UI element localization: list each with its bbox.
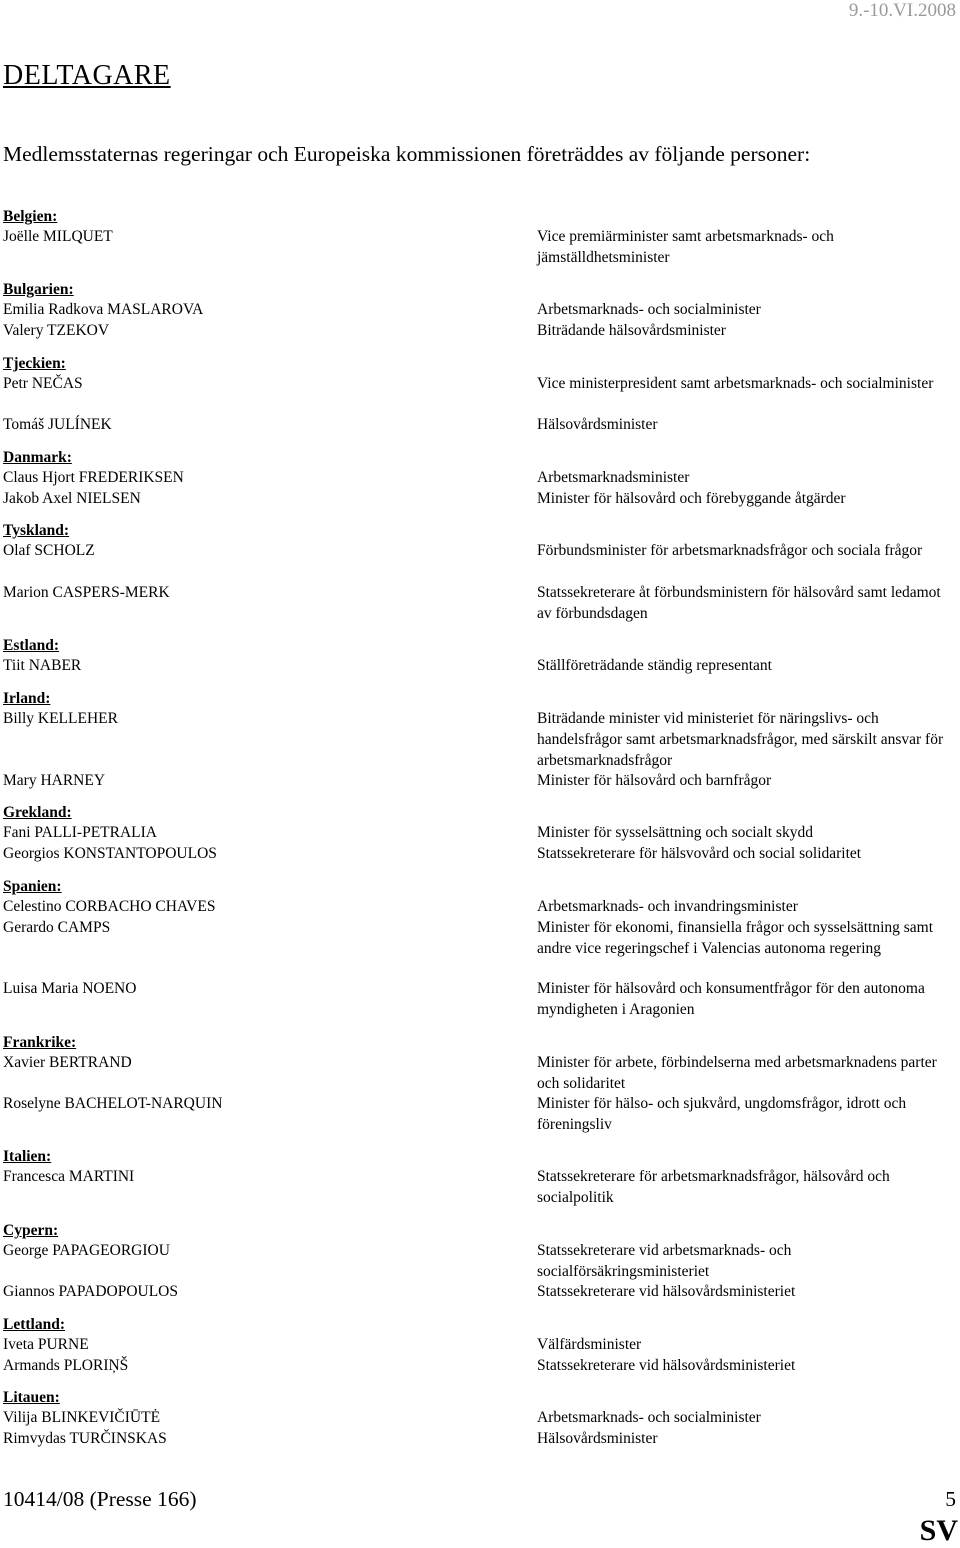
person-role: Vice premiärminister samt arbetsmarknads- och jämställdhetsminister <box>537 228 834 266</box>
person-role: Minister för hälsovård och barnfrågor <box>537 772 772 789</box>
person-role: Arbetsmarknads- och invandringsminister <box>537 898 798 915</box>
person-role: Arbetsmarknadsminister <box>537 469 690 486</box>
person-role: Statssekreterare vid hälsovårdsministeriet <box>537 1283 796 1300</box>
person-name: Mary HARNEY <box>3 772 106 789</box>
person-role: Statssekreterare åt förbundsministern för hälsovård samt ledamot av förbundsdagen <box>537 584 941 622</box>
person-name: Celestino CORBACHO CHAVES <box>3 898 216 915</box>
person-role: Minister för sysselsättning och socialt skydd <box>537 824 813 841</box>
person-role: Statssekreterare för hälsvovård och social solidaritet <box>537 845 862 862</box>
country-heading: Frankrike: <box>3 1034 77 1051</box>
person-name: Jakob Axel NIELSEN <box>3 490 141 507</box>
country-heading: Bulgarien: <box>3 281 74 298</box>
person-name: Rimvydas TURČINSKAS <box>3 1430 167 1447</box>
person-name: Gerardo CAMPS <box>3 919 111 936</box>
person-name: Billy KELLEHER <box>3 710 118 727</box>
person-role: Statssekreterare vid hälsovårdsministeriet <box>537 1357 796 1374</box>
person-role: Arbetsmarknads- och socialminister <box>537 301 761 318</box>
person-name: Claus Hjort FREDERIKSEN <box>3 469 184 486</box>
person-role: Minister för hälso- och sjukvård, ungdomsfrågor, idrott och föreningsliv <box>537 1095 907 1133</box>
country-heading: Tjeckien: <box>3 355 66 372</box>
person-name: George PAPAGEORGIOU <box>3 1242 170 1259</box>
country-heading: Spanien: <box>3 878 62 895</box>
person-role: Statssekreterare vid arbetsmarknads- och socialförsäkringsministeriet <box>537 1242 792 1280</box>
country-heading: Belgien: <box>3 208 58 225</box>
person-role: Minister för hälsovård och konsumentfrågor för den autonoma myndigheten i Aragonien <box>537 980 925 1018</box>
person-role: Arbetsmarknads- och socialminister <box>537 1409 761 1426</box>
person-role: Minister för ekonomi, finansiella frågor och sysselsättning samt andre vice regeringschef i Valencias autonoma regering <box>537 919 934 957</box>
language-code: SV <box>919 1514 958 1547</box>
person-role: Biträdande hälsovårdsminister <box>537 322 726 339</box>
document-date: 9.-10.VI.2008 <box>848 0 956 21</box>
person-name: Giannos PAPADOPOULOS <box>3 1283 178 1300</box>
country-heading: Estland: <box>3 637 59 654</box>
person-name: Olaf SCHOLZ <box>3 542 95 559</box>
person-role: Biträdande minister vid ministeriet för näringslivs- och handelsfrågor samt arbetsmarknadsfrågor, med särskilt ansvar för arbetsmarknadsfrågor <box>537 710 944 769</box>
country-heading: Lettland: <box>3 1316 65 1333</box>
person-name: Francesca MARTINI <box>3 1168 135 1185</box>
person-name: Petr NEČAS <box>3 375 83 392</box>
page-title: DELTAGARE <box>3 60 171 91</box>
country-heading: Tyskland: <box>3 522 70 539</box>
country-heading: Irland: <box>3 690 51 707</box>
person-name: Tiit NABER <box>3 657 82 674</box>
person-role: Hälsovårdsminister <box>537 416 658 433</box>
country-heading: Cypern: <box>3 1222 59 1239</box>
country-heading: Grekland: <box>3 804 72 821</box>
person-role: Förbundsminister för arbetsmarknadsfrågor och sociala frågor <box>537 542 923 559</box>
person-role: Välfärdsminister <box>537 1336 642 1353</box>
country-heading: Danmark: <box>3 449 72 466</box>
person-name: Emilia Radkova MASLAROVA <box>3 301 204 318</box>
person-role: Ställföreträdande ständig representant <box>537 657 772 674</box>
person-role: Minister för hälsovård och förebyggande åtgärder <box>537 490 846 507</box>
country-heading: Litauen: <box>3 1389 60 1406</box>
person-name: Armands PLORIŅŠ <box>3 1357 129 1374</box>
person-name: Georgios KONSTANTOPOULOS <box>3 845 217 862</box>
page-number: 5 <box>945 1487 956 1511</box>
person-name: Marion CASPERS-MERK <box>3 584 170 601</box>
person-name: Xavier BERTRAND <box>3 1054 132 1071</box>
person-name: Tomáš JULÍNEK <box>3 416 112 433</box>
intro-text: Medlemsstaternas regeringar och Europeiska kommissionen företräddes av följande personer: <box>3 142 811 166</box>
person-name: Roselyne BACHELOT-NARQUIN <box>3 1095 223 1112</box>
person-role: Vice ministerpresident samt arbetsmarknads- och socialminister <box>537 375 934 392</box>
document-reference: 10414/08 (Presse 166) <box>3 1487 197 1511</box>
person-name: Iveta PURNE <box>3 1336 89 1353</box>
person-role: Statssekreterare för arbetsmarknadsfrågor, hälsovård och socialpolitik <box>537 1168 890 1206</box>
person-name: Valery TZEKOV <box>3 322 110 339</box>
person-name: Fani PALLI-PETRALIA <box>3 824 157 841</box>
person-role: Minister för arbete, förbindelserna med arbetsmarknadens parter och solidaritet <box>537 1054 937 1092</box>
person-name: Luisa Maria NOENO <box>3 980 137 997</box>
country-heading: Italien: <box>3 1148 52 1165</box>
person-name: Vilija BLINKEVIČIŪTĖ <box>3 1409 161 1426</box>
person-role: Hälsovårdsminister <box>537 1430 658 1447</box>
person-name: Joëlle MILQUET <box>3 228 113 245</box>
